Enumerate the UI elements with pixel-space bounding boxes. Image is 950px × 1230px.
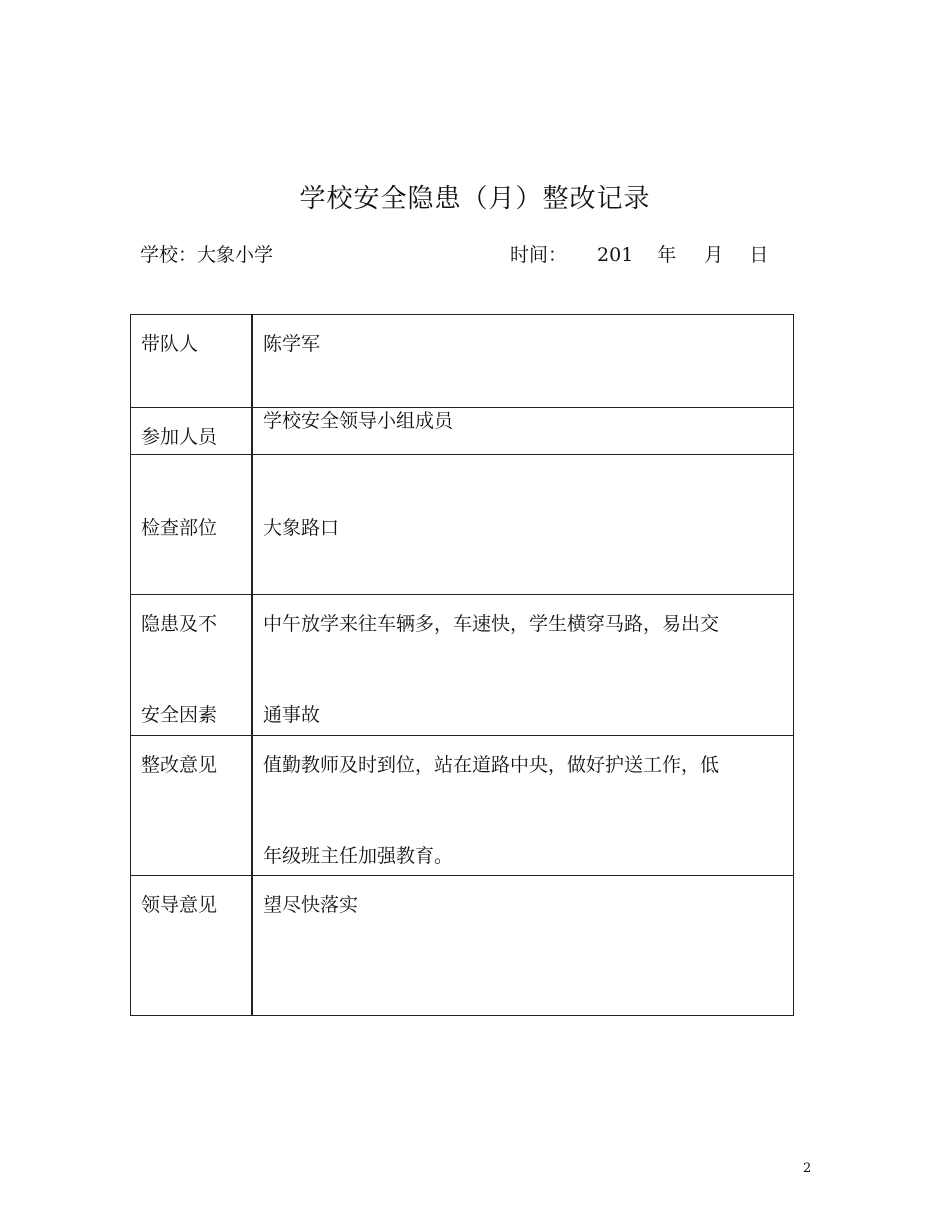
record-table [130, 314, 794, 1016]
row-label: 整改意见 [131, 736, 253, 876]
year-prefix: 201 [597, 244, 634, 266]
row-value: 值勤教师及时到位，站在道路中央，做好护送工作，低 年级班主任加强教育。 [252, 736, 794, 876]
page-number: 2 [803, 1161, 812, 1176]
row-value: 大象路口 [252, 455, 794, 595]
table-row-location [131, 455, 794, 595]
row-value: 陈学军 [252, 315, 794, 408]
year-unit: 年 [657, 244, 677, 266]
row-value: 学校安全领导小组成员 [252, 408, 794, 455]
row-label: 带队人 [131, 315, 253, 408]
row-label: 领导意见 [131, 876, 253, 1016]
day-unit: 日 [749, 244, 769, 266]
school-label: 学校：大象小学 [140, 244, 274, 266]
document-title: 学校安全隐患（月）整改记录 [299, 184, 651, 214]
row-label: 检查部位 [131, 455, 253, 595]
row-label: 参加人员 [131, 408, 253, 455]
time-field [510, 240, 768, 267]
time-label: 时间： [510, 244, 568, 266]
table-row-hazards [131, 595, 794, 736]
table-row-rectification [131, 736, 794, 876]
row-value: 望尽快落实 [252, 876, 794, 1016]
month-unit: 月 [704, 244, 724, 266]
row-label: 隐患及不 安全因素 [131, 595, 253, 736]
row-value: 中午放学来往车辆多，车速快，学生横穿马路，易出交 通事故 [252, 595, 794, 736]
table-row-participants [131, 408, 794, 455]
table-row-leader [131, 315, 794, 408]
table-row-leadership [131, 876, 794, 1016]
